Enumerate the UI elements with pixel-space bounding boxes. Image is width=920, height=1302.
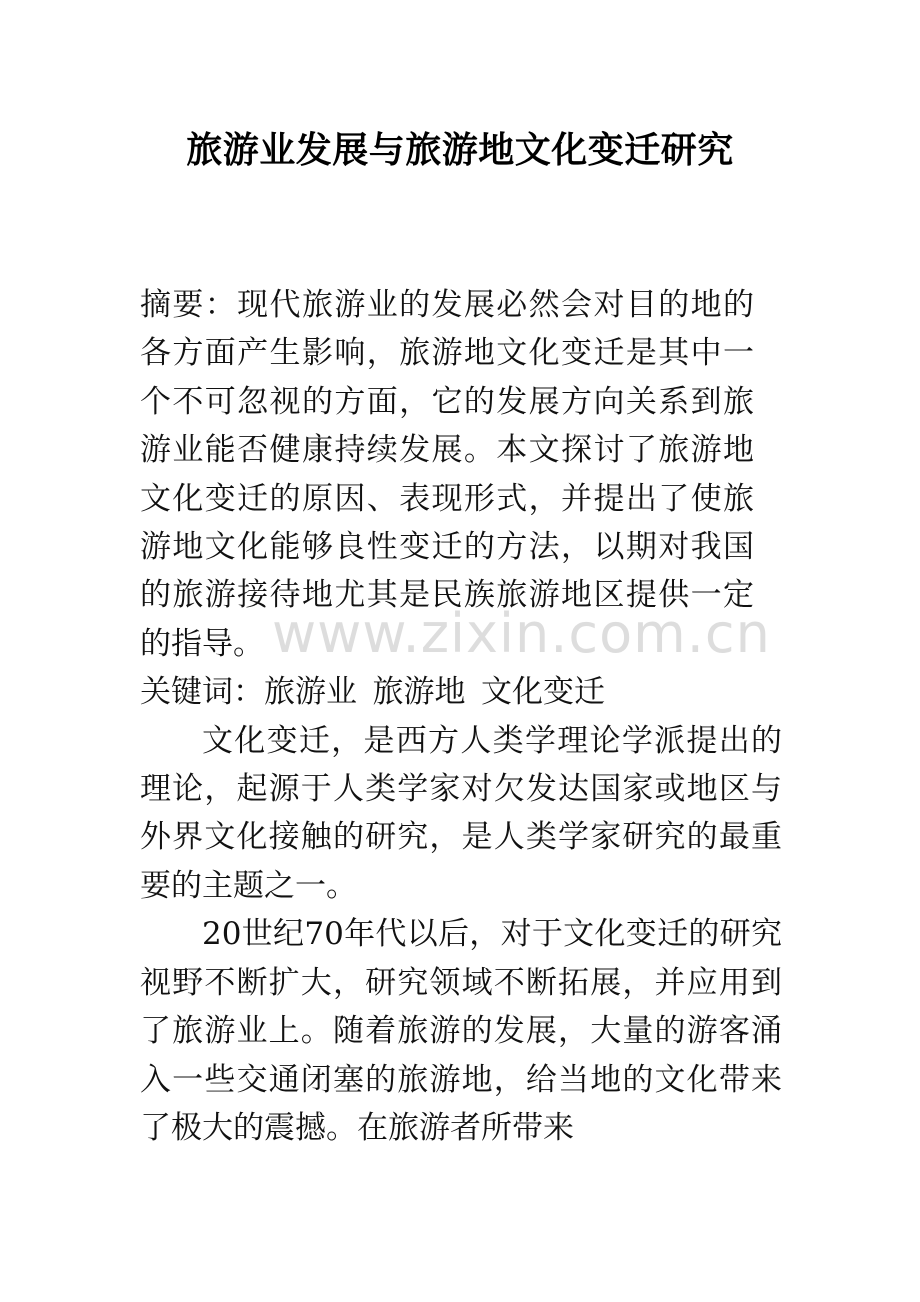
keywords-line — [140, 668, 782, 716]
keyword-item: 文化变迁 — [481, 674, 605, 711]
body-paragraph: 文化变迁，是西方人类学理论学派提出的理论，起源于人类学家对欠发达国家或地区与外界文化接触的研究，是人类学家研究的最重要的主题之一。 — [140, 722, 782, 904]
keywords-label: 关键词： — [140, 674, 264, 711]
watermark-text: www.zixin.com.cn — [272, 602, 771, 665]
keyword-item: 旅游地 — [372, 674, 466, 711]
document-body — [140, 281, 782, 1152]
document-title: 旅游业发展与旅游地文化变迁研究 — [186, 129, 734, 171]
body-paragraph: 20世纪70年代以后，对于文化变迁的研究视野不断扩大，研究领域不断拓展，并应用到了旅游业上。随着旅游的发展，大量的游客涌入一些交通闭塞的旅游地，给当地的文化带来了极大的震撼。在旅游者所带来 — [140, 916, 782, 1146]
keyword-item: 旅游业 — [264, 674, 357, 711]
abstract-paragraph: 摘要：现代旅游业的发展必然会对目的地的各方面产生影响，旅游地文化变迁是其中一个不可忽视的方面，它的发展方向关系到旅游业能否健康持续发展。本文探讨了旅游地文化变迁的原因、表现形式，并提出了使旅游地文化能够良性变迁的方法，以期对我国的旅游接待地尤其是民族旅游地区提供一定的指导。 — [140, 287, 754, 662]
